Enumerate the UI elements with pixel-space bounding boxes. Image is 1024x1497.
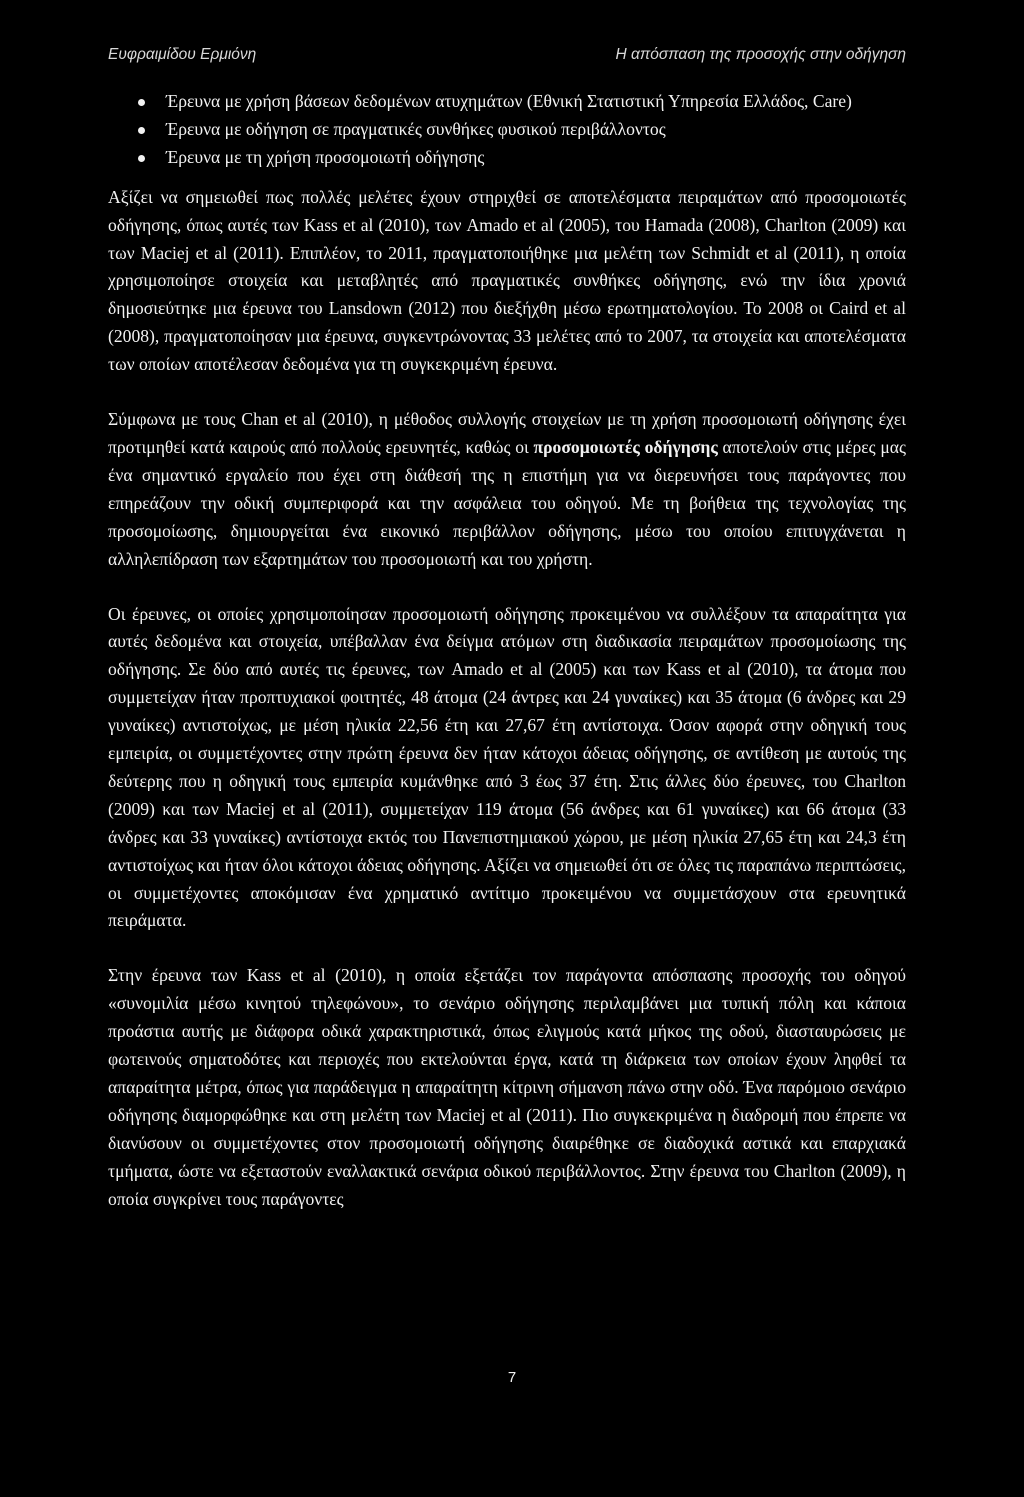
page-header (108, 46, 906, 64)
paragraph: Οι έρευνες, οι οποίες χρησιμοποίησαν προσομοιωτή οδήγησης προκειμένου να συλλέξουν τα απαραίτητα για αυτές δεδομένα και στοιχεία, υπέβαλλαν ένα δείγμα ατόμων στη διαδικασία πειραμάτων προσομοίωσης της οδήγησης. Σε δύο από αυτές τις έρευνες, των Amado et al (2005) και των Kass et al (2010), τα άτομα που συμμετείχαν ήταν προπτυχιακοί φοιτητές, 48 άτομα (24 άντρες και 24 γυναίκες) και 35 άτομα (6 άνδρες και 29 γυναίκες) αντιστοίχως, με μέση ηλικία 22,56 έτη και 27,67 έτη αντίστοιχα. Όσον αφορά στην οδηγική τους εμπειρία, οι συμμετέχοντες στην πρώτη έρευνα δεν ήταν κάτοχοι άδειας οδήγησης, σε αντίθεση με αυτούς της δεύτερης που η οδηγική τους εμπειρία κυμάνθηκε από 3 έως 37 έτη. Στις άλλες δύο έρευνες, του Charlton (2009) και των Maciej et al (2011), συμμετείχαν 119 άτομα (56 άνδρες και 61 γυναίκες) και 66 άτομα (33 άνδρες και 33 γυναίκες) αντίστοιχα εκτός του Πανεπιστημιακού χώρου, με μέση ηλικία 27,65 έτη και 24,3 έτη αντιστοίχως και ήταν όλοι κάτοχοι άδειας οδήγησης. Αξίζει να σημειωθεί ότι σε όλες τις παραπάνω περιπτώσεις, οι συμμετέχοντες αποκόμισαν ένα χρηματικό αντίτιμο προκειμένου να συμμετάσχουν στα ερευνητικά πειράματα. (108, 603, 906, 931)
bold-term: προσομοιωτές οδήγησης (533, 436, 718, 457)
paragraph-text: αποτελούν στις μέρες μας ένα σημαντικό εργαλείο που έχει στη διάθεσή της η επιστήμη για να διερευνήσει τους παράγοντες που επηρεάζουν την οδική συμπεριφορά και την ασφάλεια του οδηγού. Με τη βοήθεια της τεχνολογίας της προσομοίωσης, δημιουργείται ένα εικονικό περιβάλλον οδήγησης, μέσω του οποίου επιτυγχάνεται η αλληλεπίδραση των εξαρτημάτων του προσομοιωτή και του χρήστη. (108, 436, 906, 569)
paragraph: Αξίζει να σημειωθεί πως πολλές μελέτες έχουν στηριχθεί σε αποτελέσματα πειραμάτων από προσομοιωτές οδήγησης, όπως αυτές των Kass et al (2010), των Amado et al (2005), του Hamada (2008), Charlton (2009) και των Maciej et al (2011). Επιπλέον, το 2011, πραγματοποιήθηκε μια μελέτη των Schmidt et al (2011), η οποία χρησιμοποίησε στοιχεία και μεταβλητές από πραγματικές συνθήκες οδήγησης, ενώ την ίδια χρονιά δημοσιεύτηκε μια έρευνα του Lansdown (2012) που διεξήχθη μέσω ερωτηματολογίου. Το 2008 οι Caird et al (2008), πραγματοποίησαν μια έρευνα, συγκεντρώνοντας 33 μελέτες από το 2007, τα στοιχεία και αποτελέσματα των οποίων αποτέλεσαν δεδομένα για τη συγκεκριμένη έρευνα. (108, 186, 906, 375)
document-body (108, 88, 906, 1241)
page-number: 7 (507, 1369, 517, 1386)
paragraph: Στην έρευνα των Kass et al (2010), η οποία εξετάζει τον παράγοντα απόσπασης προσοχής του οδηγού «συνομιλία μέσω κινητού τηλεφώνου», το σενάριο οδήγησης περιλαμβάνει μια τυπική πόλη και κάποια προάστια αυτής με διάφορα οδικά χαρακτηριστικά, όπως ελιγμούς κατά μήκος της οδού, διασταυρώσεις με φωτεινούς σηματοδότες και περιοχές που εκτελούνται έργα, κατά τη διάρκεια των οποίων έχουν ληφθεί τα απαραίτητα μέτρα, όπως για παράδειγμα η απαραίτητη κίτρινη σήμανση πάνω στην οδό. Ένα παρόμοιο σενάριο οδήγησης διαμορφώθηκε και στη μελέτη των Maciej et al (2011). Πιο συγκεκριμένα η διαδρομή που έπρεπε να διανύσουν οι συμμετέχοντες στον προσομοιωτή οδήγησης διαιρέθηκε σε διαδοχικά αστικά και επαρχιακά τμήματα, ώστε να εξεταστούν εναλλακτικά σενάρια οδικού περιβάλλοντος. Στην έρευνα του Charlton (2009), η οποία συγκρίνει τους παράγοντες (108, 965, 906, 1209)
list-item: Έρευνα με χρήση βάσεων δεδομένων ατυχημάτων (Εθνική Στατιστική Υπηρεσία Ελλάδος, Care) (108, 88, 906, 116)
header-author: Ευφραιμίδου Ερμιόνη (108, 46, 257, 63)
header-title: Η απόσπαση της προσοχής στην οδήγηση (615, 46, 906, 63)
list-item: Έρευνα με τη χρήση προσομοιωτή οδήγησης (108, 144, 906, 172)
paragraph-text: Σύμφωνα με τους Chan et al (2010), η μέθοδος συλλογής στοιχείων με τη χρήση προσομοιωτή οδήγησης έχει προτιμηθεί κατά καιρούς από πολλούς ερευνητές, καθώς οι (108, 409, 906, 457)
list-item: Έρευνα με οδήγηση σε πραγματικές συνθήκες φυσικού περιβάλλοντος (108, 116, 906, 144)
bullet-list (108, 88, 906, 172)
paragraph (108, 406, 906, 573)
